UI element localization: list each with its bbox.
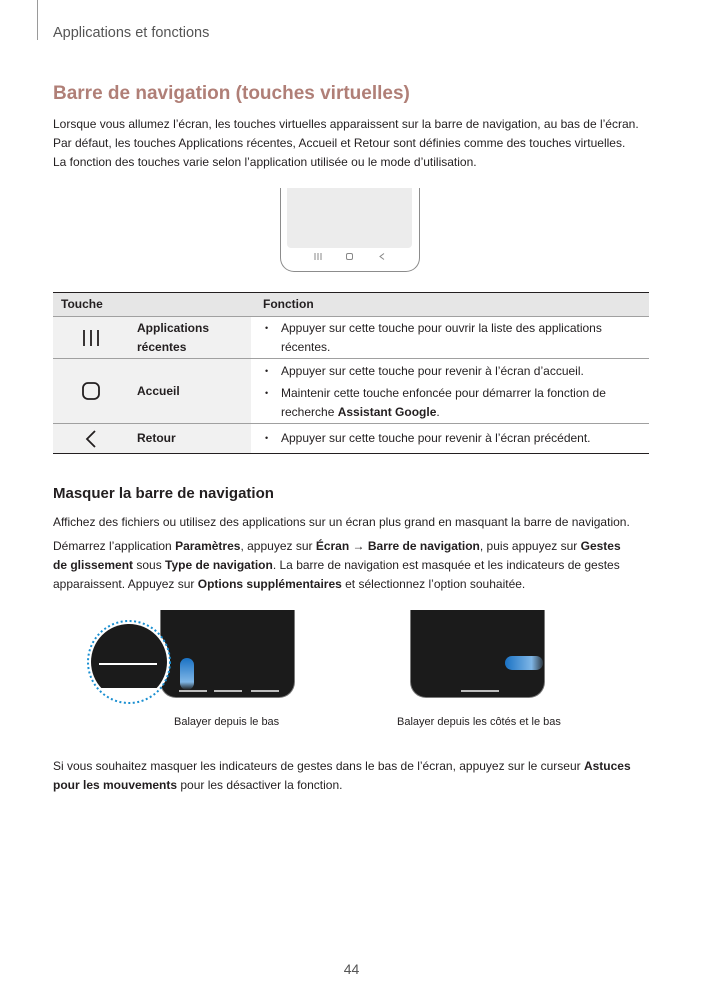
home-icon — [346, 253, 353, 260]
page-title: Barre de navigation (touches virtuelles) — [53, 83, 410, 104]
table-row — [53, 423, 649, 453]
col-header-fonction: Fonction — [263, 297, 314, 311]
col-header-touche: Touche — [61, 297, 103, 311]
function-list — [263, 319, 643, 360]
swipe-bottom-figure — [85, 610, 300, 710]
list-item: • Appuyer sur cette touche pour revenir à l’écran d’accueil. — [263, 362, 643, 381]
caption-right: Balayer depuis les côtés et le bas — [397, 716, 561, 728]
phone-screen — [287, 188, 412, 248]
gesture-indicator — [179, 690, 207, 692]
recent-apps-icon — [82, 329, 100, 347]
swipe-sides-figure — [410, 610, 545, 698]
list-item: • Appuyer sur cette touche pour ouvrir la liste des applications récentes. — [263, 319, 643, 357]
key-name: Accueil — [137, 384, 180, 398]
function-list — [263, 429, 643, 451]
key-name: Retour — [137, 431, 176, 445]
list-item: • Maintenir cette touche enfoncée pour démarrer la fonction de recherche Assistant Google. — [263, 384, 643, 422]
phone-screen — [160, 610, 295, 698]
phone-navbar-illustration — [280, 188, 420, 272]
paragraph-2: Démarrez l’application Paramètres, appuyez sur Écran → Barre de navigation, puis appuyez sur Gestes de glissement sous Type de navigation. La barre de navigation est masquée et les indicateurs de gestes apparaissent. Appuyez sur Options supplémentaires et sélectionnez l’option souhaitée. — [53, 539, 621, 591]
swipe-up-gesture — [180, 658, 194, 690]
gesture-indicator — [461, 690, 499, 692]
intro-line-3: La fonction des touches varie selon l’application utilisée ou le mode d’utilisation. — [53, 155, 477, 169]
table-header — [53, 293, 649, 316]
table-row — [53, 316, 649, 358]
key-name: Applications récentes — [137, 321, 210, 354]
table-row — [53, 358, 649, 423]
intro-line-2: Par défaut, les touches Applications récentes, Accueil et Retour sont définies comme des touches virtuelles. — [53, 136, 626, 150]
keys-table — [53, 292, 649, 454]
intro-line-1: Lorsque vous allumez l’écran, les touches virtuelles apparaissent sur la barre de navigation, au bas de l’écran. — [53, 117, 639, 131]
home-icon — [81, 381, 101, 401]
intro-paragraph — [53, 115, 653, 172]
gesture-indicator — [214, 690, 242, 692]
zoom-magnifier — [85, 618, 175, 708]
back-icon — [379, 253, 385, 260]
paragraph-3: Si vous souhaitez masquer les indicateurs de gestes dans le bas de l’écran, appuyez sur le curseur Astuces pour les mouvements pour les désactiver la fonction. — [53, 759, 631, 792]
page-number: 44 — [343, 961, 360, 977]
section-title: Masquer la barre de navigation — [53, 485, 274, 502]
function-list — [263, 362, 643, 425]
paragraph-1: Affichez des fichiers ou utilisez des applications sur un écran plus grand en masquant la barre de navigation. — [53, 515, 630, 529]
section-header: Applications et fonctions — [53, 25, 210, 41]
swipe-side-gesture — [505, 656, 543, 670]
gesture-indicator — [251, 690, 279, 692]
back-icon — [84, 429, 98, 449]
margin-line — [37, 0, 38, 40]
recent-apps-icon — [314, 253, 322, 260]
list-item: • Appuyer sur cette touche pour revenir à l’écran précédent. — [263, 429, 643, 448]
phone-nav-bar — [287, 250, 412, 262]
caption-left: Balayer depuis le bas — [174, 716, 280, 728]
